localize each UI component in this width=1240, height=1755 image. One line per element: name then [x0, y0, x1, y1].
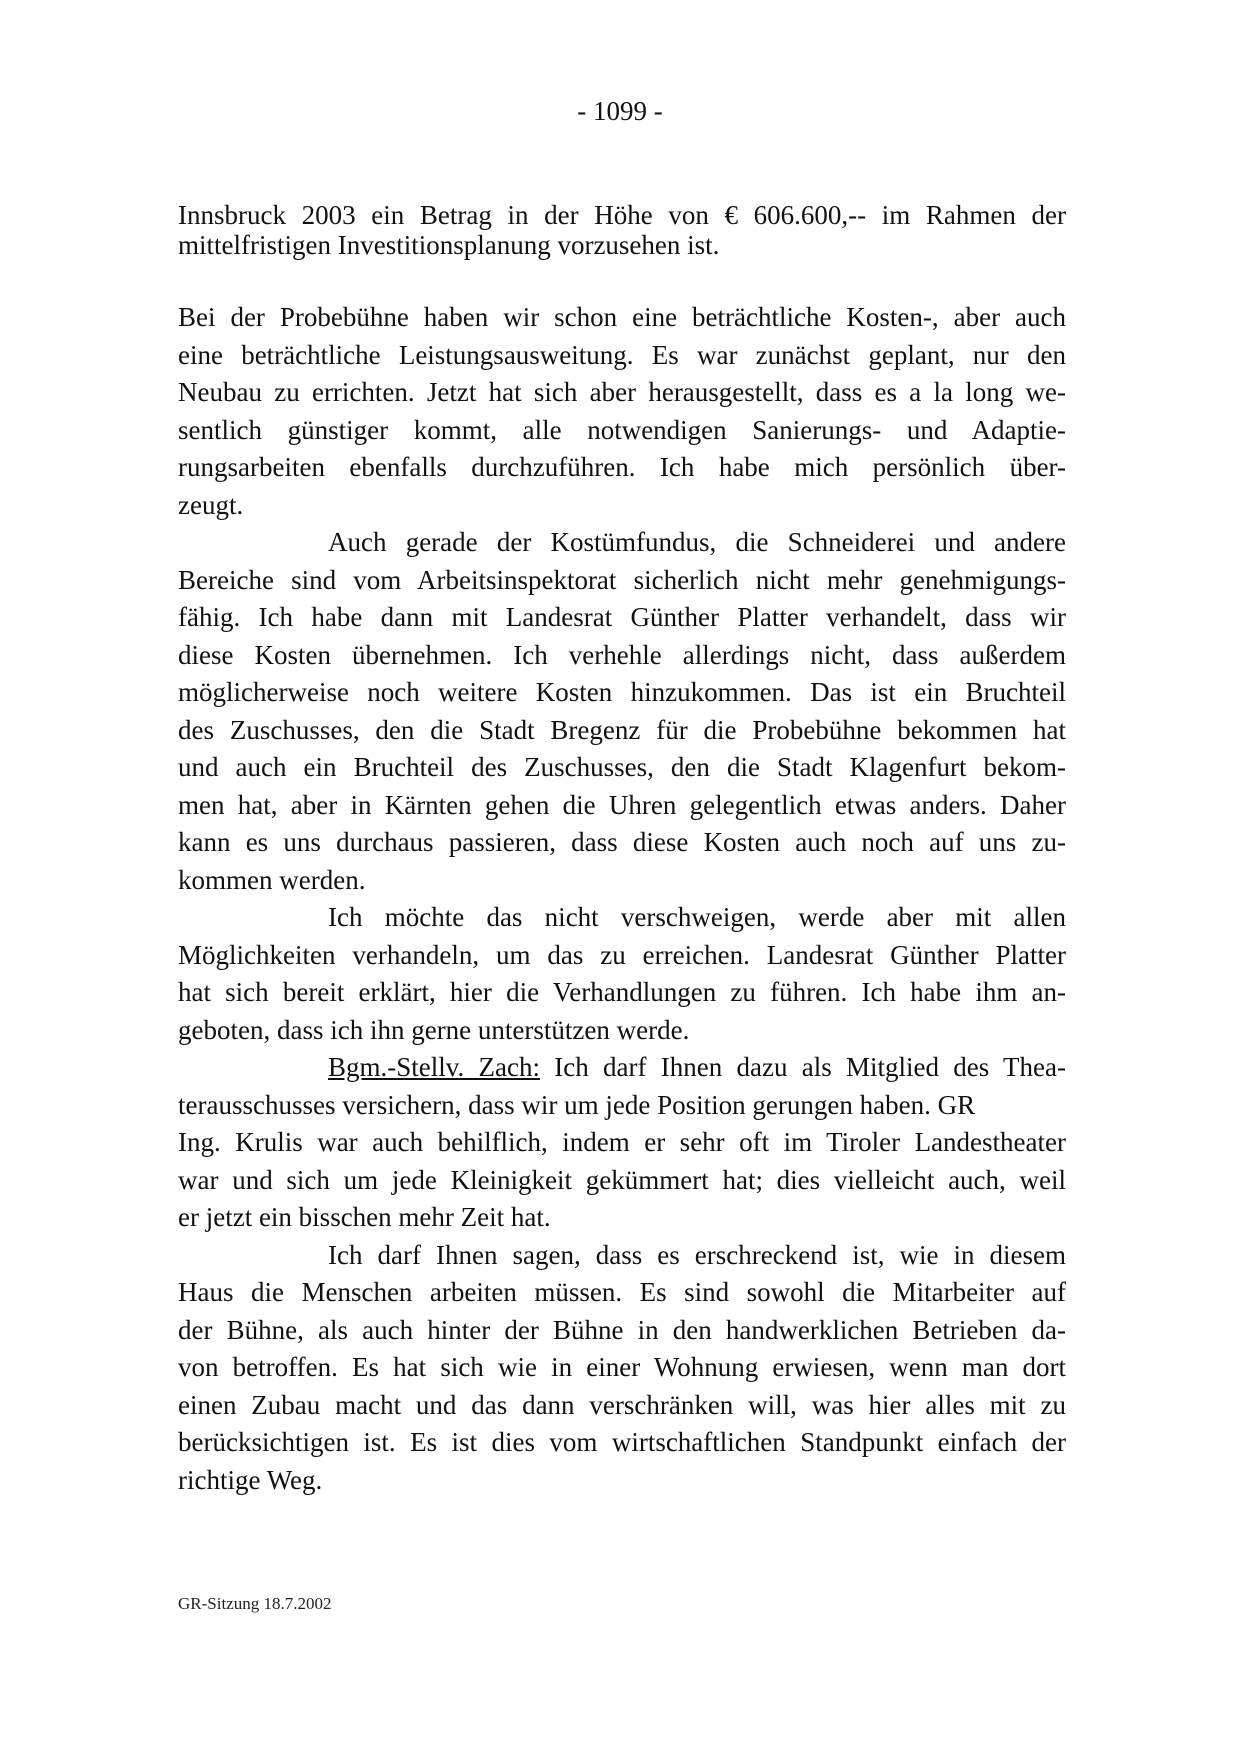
text-line: und auch ein Bruchteil des Zuschusses, den die Stadt Klagenfurt bekom-	[178, 752, 1066, 782]
text-line: war und sich um jede Kleinigkeit gekümmert hat; dies vielleicht auch, weil	[178, 1164, 1066, 1195]
text-line: richtige Weg.	[178, 1464, 323, 1495]
text-line: men hat, aber in Kärnten gehen die Uhren gelegentlich etwas anders. Daher	[178, 789, 1066, 820]
text-line: Ich darf Ihnen sagen, dass es erschreckend ist, wie in diesem	[328, 1239, 1066, 1270]
text-line: der Bühne, als auch hinter der Bühne in den handwerklichen Betrieben da-	[178, 1314, 1066, 1345]
text-line: Bei der Probebühne haben wir schon eine beträchtliche Kosten-, aber auch	[178, 302, 1066, 332]
text-line: kommen werden.	[178, 864, 366, 895]
text-line: einen Zubau macht und das dann verschränken will, was hier alles mit zu	[178, 1389, 1066, 1420]
text-line: von betroffen. Es hat sich wie in einer Wohnung erwiesen, wenn man dort	[178, 1352, 1066, 1382]
text-line: Neubau zu errichten. Jetzt hat sich aber herausgestellt, dass es a la long we-	[178, 377, 1066, 407]
text-line: des Zuschusses, den die Stadt Bregenz für die Probebühne bekommen hat	[178, 714, 1066, 745]
text-line: berücksichtigen ist. Es ist dies vom wirtschaftlichen Standpunkt einfach der	[178, 1427, 1066, 1457]
page-number: - 1099 -	[577, 96, 663, 126]
text-line: diese Kosten übernehmen. Ich verhehle allerdings nicht, dass außerdem	[178, 639, 1066, 670]
text-line: Ich möchte das nicht verschweigen, werde aber mit allen	[328, 902, 1066, 932]
speaker-name: Bgm.-Stellv. Zach:	[328, 1052, 540, 1082]
text-line: Haus die Menschen arbeiten müssen. Es sind sowohl die Mitarbeiter auf	[178, 1277, 1066, 1307]
text-line: terausschusses versichern, dass wir um jede Position gerungen haben. GR	[178, 1089, 976, 1120]
speaker-text: Ich darf Ihnen dazu als Mitglied des Thea-	[554, 1052, 1066, 1082]
text-line: kann es uns durchaus passieren, dass diese Kosten auch noch auf uns zu-	[178, 827, 1066, 857]
text-line: Auch gerade der Kostümfundus, die Schneiderei und andere	[328, 527, 1066, 557]
text-line: Bereiche sind vom Arbeitsinspektorat sicherlich nicht mehr genehmigungs-	[178, 564, 1066, 595]
page-footer: GR-Sitzung 18.7.2002	[178, 1594, 332, 1613]
text-line: möglicherweise noch weitere Kosten hinzukommen. Das ist ein Bruchteil	[178, 677, 1066, 707]
text-line: Möglichkeiten verhandeln, um das zu erreichen. Landesrat Günther Platter	[178, 939, 1066, 970]
speaker-line	[178, 1049, 1066, 1087]
text-line: hat sich bereit erklärt, hier die Verhandlungen zu führen. Ich habe ihm an-	[178, 977, 1066, 1007]
text-line: fähig. Ich habe dann mit Landesrat Günther Platter verhandelt, dass wir	[178, 602, 1066, 632]
speech-body	[178, 299, 1066, 1499]
text-line: geboten, dass ich ihn gerne unterstützen werde.	[178, 1014, 690, 1045]
text-line: Innsbruck 2003 ein Betrag in der Höhe von € 606.600,-- im Rahmen der	[178, 200, 1066, 230]
text-line: rungsarbeiten ebenfalls durchzuführen. Ich habe mich persönlich über-	[178, 452, 1066, 482]
text-line: Ing. Krulis war auch behilflich, indem er sehr oft im Tiroler Landestheater	[178, 1127, 1066, 1157]
paragraph-continuation	[178, 200, 1066, 260]
text-line: eine beträchtliche Leistungsausweitung. Es war zunächst geplant, nur den	[178, 339, 1066, 370]
text-line: mittelfristigen Investitionsplanung vorzusehen ist.	[178, 230, 720, 260]
text-line: sentlich günstiger kommt, alle notwendigen Sanierungs- und Adaptie-	[178, 414, 1066, 445]
text-line: er jetzt ein bisschen mehr Zeit hat.	[178, 1202, 551, 1232]
text-line: zeugt.	[178, 489, 244, 520]
